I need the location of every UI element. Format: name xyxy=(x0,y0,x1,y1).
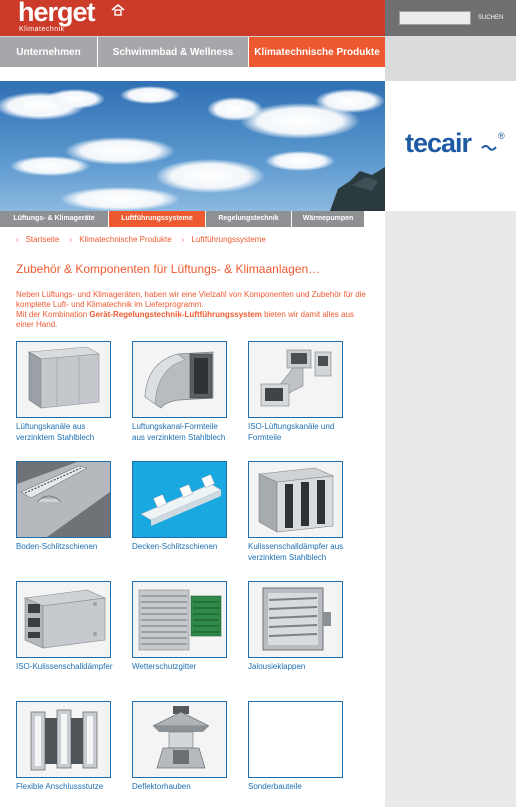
product-kulissenschalldaempfer[interactable] xyxy=(248,461,360,563)
nav-spacer xyxy=(0,67,385,81)
product-lueftungskanal-formteile[interactable] xyxy=(132,341,244,443)
house-logo-icon xyxy=(111,4,125,16)
product-flexible-anschlussstutze[interactable] xyxy=(16,701,128,793)
empty-thumbnail[interactable] xyxy=(248,701,343,778)
subnav-luftfuehrungssysteme[interactable]: Luftführungssysteme xyxy=(109,211,205,227)
tecair-wave-icon xyxy=(481,143,497,151)
product-deflektorhauben[interactable] xyxy=(132,701,244,793)
product-jalousieklappen[interactable] xyxy=(248,581,360,673)
intro-emphasis: Gerät-Regelungstechnik-Luftführungssystem xyxy=(89,310,262,319)
herget-logo[interactable]: herget xyxy=(18,0,95,27)
flex-connector-icon[interactable] xyxy=(16,701,111,778)
nav-item-klimatechnische-produkte[interactable]: Klimatechnische Produkte xyxy=(249,37,385,68)
product-wetterschutzgitter[interactable] xyxy=(132,581,244,673)
product-label[interactable]: Luftungskanal-Formteile aus verzinktem Stahlblech xyxy=(132,422,226,442)
product-label[interactable]: Kulissenschalldämpfer aus verzinktem Stahlblech xyxy=(248,542,344,562)
site-header xyxy=(0,0,385,36)
page-title: Zubehör & Komponenten für Lüftungs- & Klimaanlagen… xyxy=(16,262,321,276)
breadcrumb-arrow-icon: › xyxy=(69,237,72,244)
product-label[interactable]: ISO-Kulissenschalldämpfer xyxy=(16,662,113,671)
product-label[interactable]: Decken-Schlitzschienen xyxy=(132,542,218,551)
product-label[interactable]: Sonderbauteile xyxy=(248,782,302,791)
right-sidebar xyxy=(385,0,516,807)
breadcrumb-klimatechnische-produkte[interactable]: Klimatechnische Produkte xyxy=(79,235,172,244)
floor-slot-icon[interactable] xyxy=(16,461,111,538)
weather-grille-icon[interactable] xyxy=(132,581,227,658)
intro-text xyxy=(16,290,366,330)
product-label[interactable]: Deflektorhauben xyxy=(132,782,191,791)
registered-mark: ® xyxy=(498,131,505,141)
product-label[interactable]: Wetterschutzgitter xyxy=(132,662,197,671)
ceiling-slot-icon[interactable] xyxy=(132,461,227,538)
breadcrumb-arrow-icon: › xyxy=(16,237,19,244)
product-decken-schlitzschienen[interactable] xyxy=(132,461,244,553)
product-iso-lueftungskanaele[interactable] xyxy=(248,341,360,443)
silencer-icon[interactable] xyxy=(248,461,343,538)
breadcrumb-startseite[interactable]: Startseite xyxy=(25,235,60,244)
main-navigation xyxy=(0,36,385,68)
tecair-logo: tecair xyxy=(405,128,472,158)
product-label[interactable]: Boden-Schlitzschienen xyxy=(16,542,98,551)
product-lueftungskanaele[interactable] xyxy=(16,341,128,443)
intro-text-part: bieten wir damit alles aus einer Hand. xyxy=(16,310,354,329)
deflector-hood-icon[interactable] xyxy=(132,701,227,778)
product-iso-kulissenschalldaempfer[interactable] xyxy=(16,581,128,673)
intro-paragraph: Neben Lüftungs- und Klimageräten, haben wir eine Vielzahl von Komponenten und Zubehör für die komplette Luft- und Klimatechnik im Lieferprogramm. xyxy=(16,290,366,309)
subnav-waermepumpen[interactable]: Wärmepumpen xyxy=(292,211,364,227)
sky-banner-image xyxy=(0,81,385,211)
nav-item-unternehmen[interactable]: Unternehmen xyxy=(16,47,81,58)
search-input[interactable] xyxy=(399,11,471,25)
iso-duct-icon[interactable] xyxy=(248,341,343,418)
subnav-lueftungs-klimageraete[interactable]: Lüftungs- & Klimageräte xyxy=(0,211,108,227)
sidebar-spacer xyxy=(385,36,516,81)
product-label[interactable]: Flexible Anschlussstutze xyxy=(16,782,104,791)
nav-item-schwimmbad[interactable]: Schwimmbad & Wellness xyxy=(112,47,234,58)
search-bar xyxy=(385,0,516,36)
partner-logo-box[interactable] xyxy=(385,81,516,211)
duct-icon[interactable] xyxy=(16,341,111,418)
subnav-regelungstechnik[interactable]: Regelungstechnik xyxy=(206,211,291,227)
logo-subtitle: Klimatechnik xyxy=(19,26,65,33)
breadcrumb xyxy=(16,235,274,244)
search-button[interactable]: SUCHEN xyxy=(478,15,504,21)
iso-silencer-icon[interactable] xyxy=(16,581,111,658)
sub-navigation xyxy=(0,211,385,227)
product-label[interactable]: Jalousieklappen xyxy=(248,662,306,671)
product-sonderbauteile[interactable] xyxy=(248,701,360,793)
louver-damper-icon[interactable] xyxy=(248,581,343,658)
breadcrumb-luftfuehrungssysteme[interactable]: Luftführungssysteme xyxy=(191,235,266,244)
product-boden-schlitzschienen[interactable] xyxy=(16,461,128,553)
product-label[interactable]: Lüftungskanäle aus verzinktem Stahlblech xyxy=(16,422,95,442)
intro-text-part: Mit der Kombination xyxy=(16,310,90,319)
duct-bend-icon[interactable] xyxy=(132,341,227,418)
product-label[interactable]: ISO-Lüftungskanäle und Formteile xyxy=(248,422,335,442)
breadcrumb-arrow-icon: › xyxy=(181,237,185,244)
